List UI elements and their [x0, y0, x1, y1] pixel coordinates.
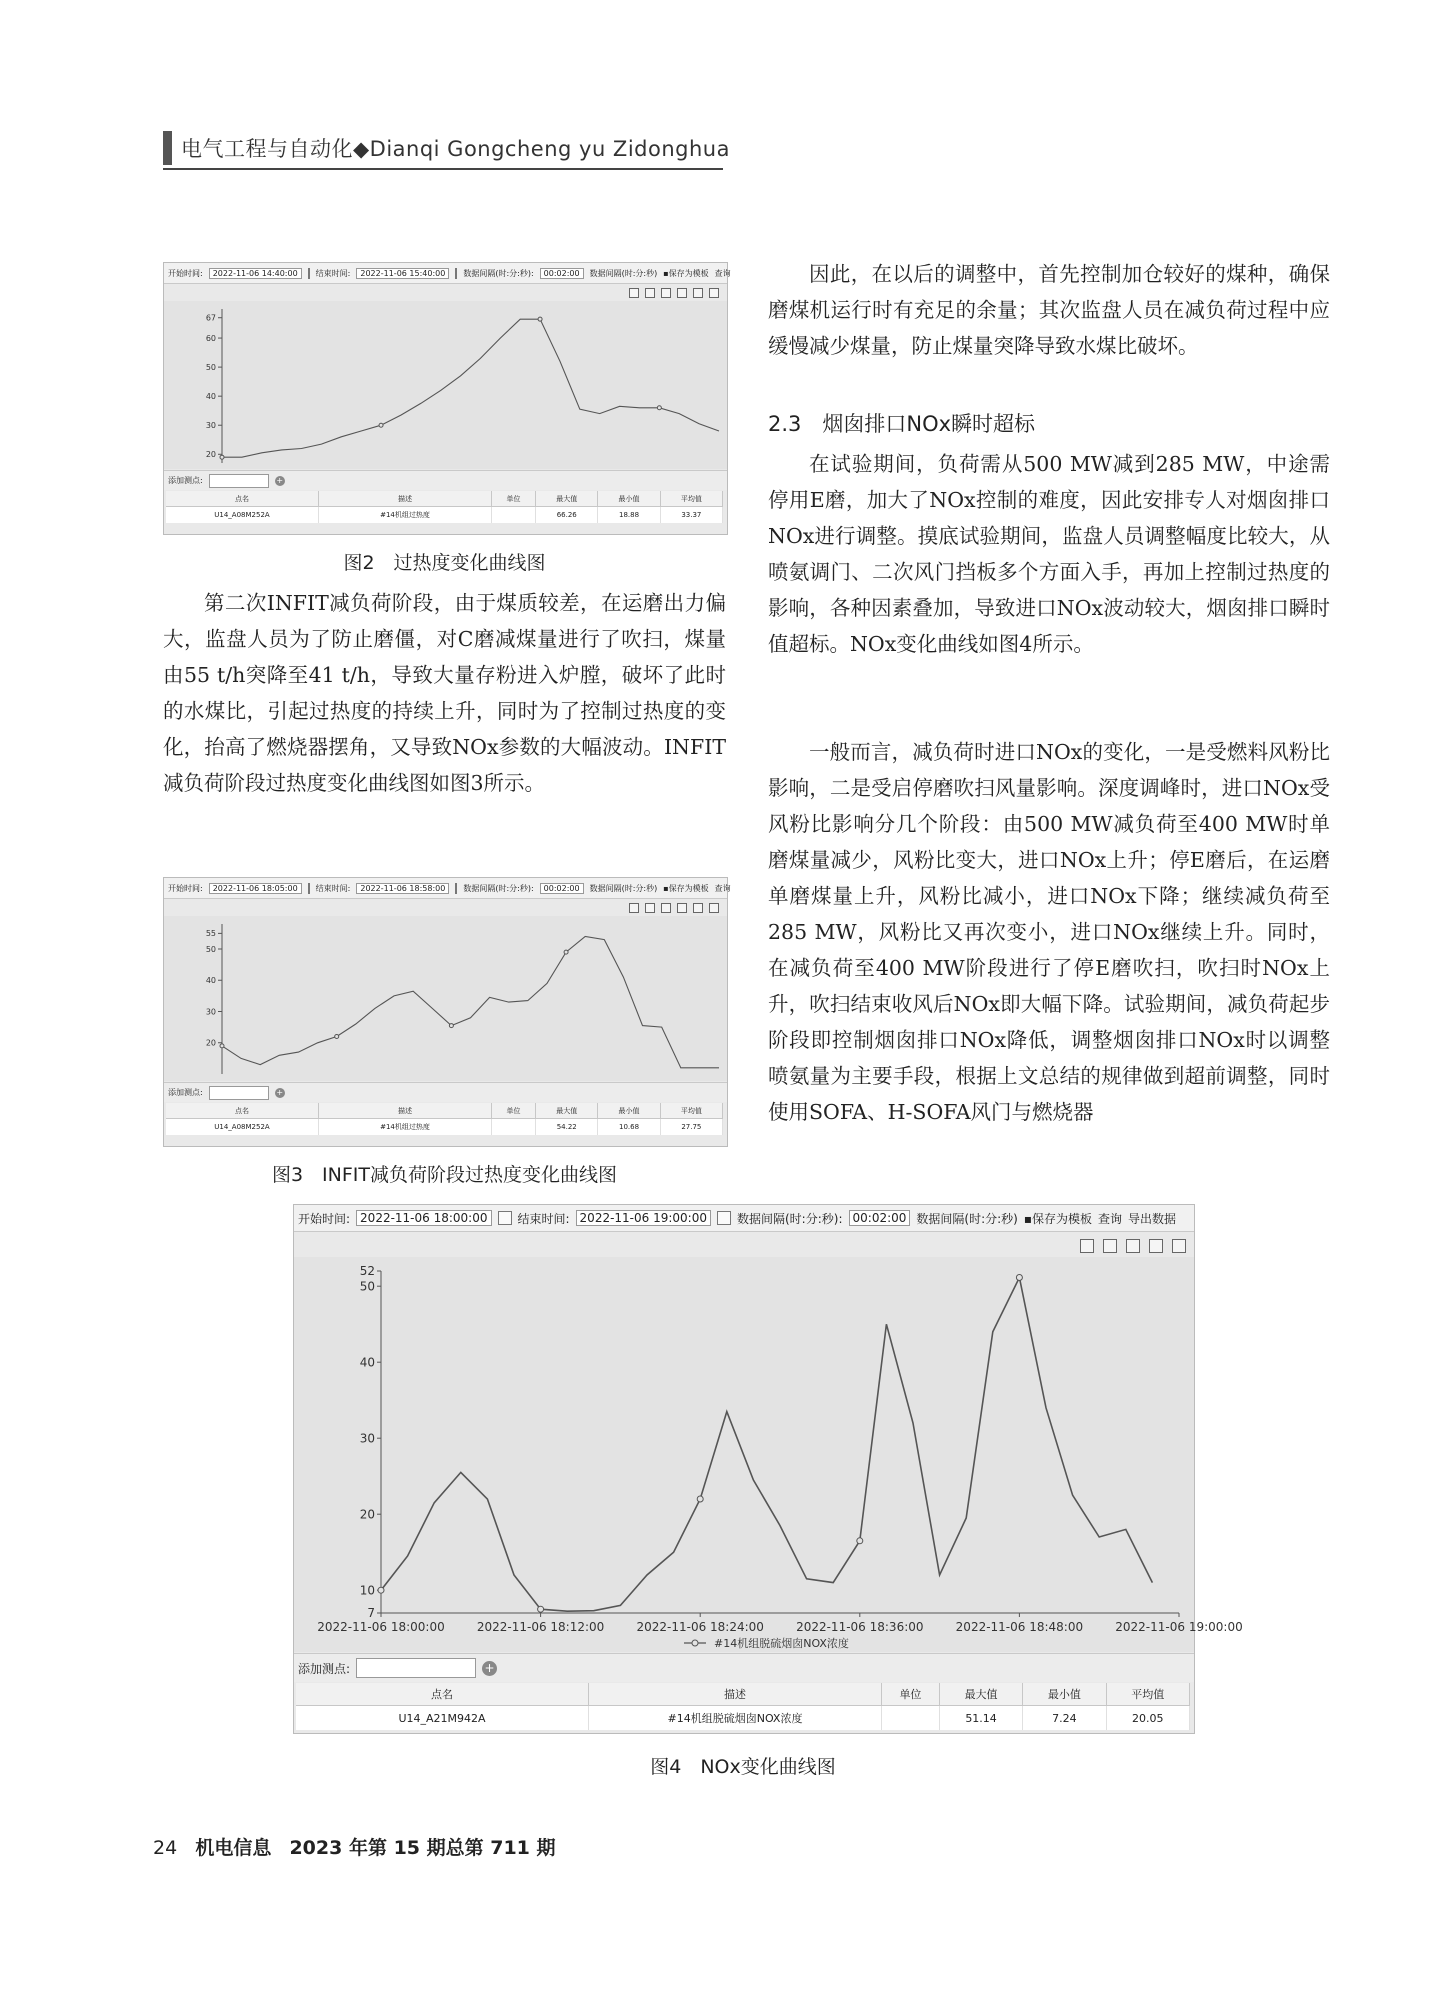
y-tick-label: 30 [359, 1431, 375, 1446]
fig2-points-table [166, 491, 723, 523]
y-tick-label: 30 [205, 1007, 216, 1017]
interval-label: 数据间隔(时:分:秒): [463, 268, 534, 278]
legend-marker [692, 1640, 698, 1646]
table-row[interactable] [296, 1706, 1190, 1731]
page-number: 24 [153, 1837, 178, 1859]
figure-3-caption: 图3 INFIT减负荷阶段过热度变化曲线图 [271, 1164, 618, 1186]
calendar-icon[interactable] [455, 883, 457, 894]
interval-unit-label[interactable]: 数据间隔(时:分:秒) [589, 883, 658, 893]
add-point-input[interactable] [209, 474, 269, 488]
interval-label: 数据间隔(时:分:秒): [463, 883, 534, 893]
save-template-button[interactable]: ▪保存为模板 [663, 268, 709, 278]
start-time-label: 开始时间: [298, 1211, 351, 1226]
save-template-label: 保存为模板 [668, 268, 709, 278]
data-point-marker [857, 1538, 863, 1544]
cell-description: #14机组脱硫烟囱NOX浓度 [589, 1706, 882, 1731]
add-point-input[interactable] [209, 1086, 269, 1100]
y-tick-label: 10 [359, 1583, 375, 1598]
body-text: 因此，在以后的调整中，首先控制加仓较好的煤种，确保磨煤机运行时有充足的余量；其次监盘人员在减负荷过程中应缓慢减少煤量，防止煤量突降导致水煤比破坏。 [768, 262, 1330, 358]
interval-unit-label[interactable]: 数据间隔(时:分:秒) [589, 268, 658, 278]
fig4-toolbar [294, 1205, 1194, 1232]
legend-label: #14机组脱硫烟囱NOX浓度 [714, 1637, 849, 1650]
cell-point-name: U14_A21M942A [296, 1706, 589, 1731]
start-time-label: 开始时间: [168, 883, 203, 893]
chart-tool-icons [1080, 1239, 1186, 1253]
query-button[interactable]: 查询 [1098, 1211, 1123, 1226]
reset-icon[interactable] [645, 288, 655, 298]
start-time-field[interactable]: 2022-11-06 18:05:00 [209, 883, 302, 894]
fig2-line-chart [164, 301, 727, 469]
export-data-button[interactable]: 导出数据 [1128, 1211, 1177, 1226]
col-description: 描述 [319, 1103, 492, 1119]
body-text: 一般而言，减负荷时进口NOx的变化，一是受燃料风粉比影响，二是受启停磨吹扫风量影响。深度调峰时，进口NOx受风粉比影响分几个阶段：由500 MW减负荷至400 MW时单磨煤量减少，风粉比变大，进口NOx上升；停E磨后，在运磨单磨煤量上升，风粉比减小，进口NOx下降；继续减负荷至285 MW，风粉比又再次变小，进口NOx继续上升。同时，在减负荷至400 MW阶段进行了停E磨吹扫，吹扫时NOx上升，吹扫结束收风后NOx即大幅下降。试验期间，减负荷起步阶段即控制烟囱排口NOx降低，调整烟囱排口NOx时以调整喷氨量为主要手段，根据上文总结的规律做到超前调整，同时使用SOFA、H-SOFA风门与燃烧器 [768, 740, 1330, 1124]
data-point-marker [379, 423, 383, 427]
y-tick-label: 50 [359, 1279, 375, 1294]
cell-avg: 33.37 [660, 507, 722, 524]
y-tick-label: 20 [205, 1038, 216, 1048]
cell-max: 54.22 [536, 1119, 598, 1136]
fig4-points-table [296, 1683, 1190, 1730]
fig2-plot-area [164, 301, 727, 469]
start-time-label: 开始时间: [168, 268, 203, 278]
document-icon[interactable] [661, 288, 671, 298]
y-tick-label: 67 [205, 313, 216, 323]
cell-max: 51.14 [939, 1706, 1022, 1731]
interval-field[interactable]: 00:02:00 [849, 1210, 911, 1226]
calendar-icon[interactable] [308, 883, 310, 894]
add-point-input[interactable] [356, 1658, 476, 1678]
figure-2-caption: 图2 过热度变化曲线图 [343, 552, 546, 574]
col-avg: 平均值 [660, 491, 722, 507]
fig3-line-chart [164, 916, 727, 1081]
fig3-plot-area [164, 916, 727, 1081]
x-tick-label: 2022-11-06 18:48:00 [955, 1620, 1084, 1634]
col-max: 最大值 [536, 491, 598, 507]
end-time-field[interactable]: 2022-11-06 18:58:00 [356, 883, 449, 894]
left-paragraph [163, 585, 726, 801]
journal-title: 电气工程与自动化◆Dianqi Gongcheng yu Zidonghua [181, 137, 730, 161]
fig3-toolbar [164, 878, 731, 899]
cell-min: 10.68 [598, 1119, 660, 1136]
data-point-marker [538, 1606, 544, 1612]
data-point-marker [538, 317, 542, 321]
body-text: 第二次INFIT减负荷阶段，由于煤质较差，在运磨出力偏大，监盘人员为了防止磨僵，对C磨减煤量进行了吹扫，煤量由55 t/h突降至41 t/h，导致大量存粉进入炉膛，破坏了此时的水煤比，引起过热度的持续上升，同时为了控制过热度的变化，抬高了燃烧器摆角，又导致NOx参数的大幅波动。INFIT减负荷阶段过热度变化曲线图如图3所示。 [163, 591, 726, 795]
cell-avg: 20.05 [1106, 1706, 1189, 1731]
layers-icon[interactable] [709, 903, 719, 913]
y-tick-label: 20 [205, 450, 216, 460]
col-description: 描述 [589, 1683, 882, 1706]
calendar-icon[interactable] [498, 1211, 512, 1225]
col-avg: 平均值 [660, 1103, 722, 1119]
figure-4-caption: 图4 NOx变化曲线图 [650, 1756, 836, 1778]
save-template-label: 保存为模板 [668, 883, 709, 893]
interval-unit-label[interactable]: 数据间隔(时:分:秒) [916, 1211, 1018, 1226]
cell-point-name: U14_A08M252A [166, 1119, 319, 1136]
section-heading: 2.3 烟囱排口NOx瞬时超标 [768, 412, 1036, 436]
col-unit: 单位 [492, 1103, 536, 1119]
data-point-marker [378, 1587, 384, 1593]
col-point-name: 点名 [166, 491, 319, 507]
x-tick-label: 2022-11-06 18:24:00 [636, 1620, 764, 1634]
col-description: 描述 [319, 491, 492, 507]
right-paragraph-3 [768, 734, 1330, 1130]
figure-2-screenshot [163, 262, 731, 535]
y-tick-label: 55 [205, 929, 216, 939]
col-unit: 单位 [882, 1683, 940, 1706]
calendar-icon[interactable] [308, 268, 310, 279]
table-header-row [296, 1683, 1190, 1706]
y-tick-label: 7 [367, 1606, 375, 1621]
zoom-icon[interactable] [1080, 1239, 1094, 1253]
data-point-marker [220, 455, 224, 459]
interval-label: 数据间隔(时:分:秒): [737, 1211, 843, 1226]
add-point-label: 添加测点: [168, 1088, 203, 1097]
reset-icon[interactable] [1103, 1239, 1117, 1253]
journal-header [163, 128, 730, 168]
body-text: 在试验期间，负荷需从500 MW减到285 MW，中途需停用E磨，加大了NOx控制的难度，因此安排专人对烟囱排口NOx进行调整。摸底试验期间，监盘人员调整幅度比较大，从喷氨调门、二次风门挡板多个方面入手，再加上控制过热度的影响，各种因素叠加，导致进口NOx波动较大，烟囱排口瞬时值超标。NOx变化曲线如图4所示。 [768, 452, 1330, 656]
y-tick-label: 30 [205, 421, 216, 431]
add-point-label: 添加测点: [168, 476, 203, 485]
interval-field[interactable]: 00:02:00 [540, 883, 584, 894]
header-rule [163, 168, 723, 170]
y-tick-label: 40 [205, 976, 216, 986]
col-unit: 单位 [492, 491, 536, 507]
data-point-marker [564, 950, 568, 954]
data-point-marker [1016, 1275, 1022, 1281]
add-point-row [294, 1653, 1194, 1682]
zoom-icon[interactable] [629, 903, 639, 913]
fig4-plot-area [294, 1257, 1243, 1652]
chart-tool-icons [629, 903, 719, 913]
fig4-line-chart [294, 1257, 1243, 1652]
layers-icon[interactable] [709, 288, 719, 298]
figure-3-screenshot [163, 877, 731, 1147]
series-line [222, 319, 719, 457]
col-min: 最小值 [1023, 1683, 1106, 1706]
add-circle-icon[interactable]: + [276, 475, 284, 485]
calendar-icon[interactable] [717, 1211, 731, 1225]
end-time-label: 结束时间: [315, 268, 351, 278]
query-button[interactable]: 查询 [714, 268, 731, 278]
cell-avg: 27.75 [660, 1119, 722, 1136]
line-chart-icon[interactable] [677, 903, 687, 913]
fig2-toolbar [164, 263, 731, 284]
cell-unit [492, 1119, 536, 1136]
add-point-label: 添加测点: [298, 1661, 351, 1676]
end-time-label: 结束时间: [315, 883, 351, 893]
start-time-field[interactable]: 2022-11-06 18:00:00 [356, 1210, 491, 1226]
y-tick-label: 40 [359, 1355, 375, 1370]
table-header-row [166, 1103, 723, 1119]
x-tick-label: 2022-11-06 19:00:00 [1115, 1620, 1243, 1634]
table-row[interactable] [166, 1119, 723, 1136]
cell-min: 18.88 [598, 507, 660, 524]
figure-4-screenshot [293, 1204, 1243, 1734]
add-point-row [164, 1082, 727, 1102]
footer-issue: 2023 年第 15 期总第 711 期 [289, 1837, 556, 1859]
cell-description: #14机组过热度 [319, 1119, 492, 1136]
col-min: 最小值 [598, 1103, 660, 1119]
end-time-label: 结束时间: [517, 1211, 570, 1226]
data-point-marker [657, 406, 661, 410]
x-tick-label: 2022-11-06 18:00:00 [317, 1620, 445, 1634]
interval-field[interactable]: 00:02:00 [540, 268, 584, 279]
save-template-label: 保存为模板 [1032, 1211, 1093, 1226]
cell-unit [882, 1706, 940, 1731]
y-tick-label: 50 [205, 362, 216, 372]
end-time-field[interactable]: 2022-11-06 15:40:00 [356, 268, 449, 279]
right-paragraph-1 [768, 256, 1330, 364]
y-tick-label: 50 [205, 944, 216, 954]
table-row[interactable] [166, 507, 723, 524]
y-tick-label: 40 [205, 391, 216, 401]
table-header-row [166, 491, 723, 507]
col-avg: 平均值 [1106, 1683, 1189, 1706]
start-time-field[interactable]: 2022-11-06 14:40:00 [209, 268, 302, 279]
bar-chart-icon[interactable] [1172, 1239, 1186, 1253]
col-max: 最大值 [939, 1683, 1022, 1706]
col-max: 最大值 [536, 1103, 598, 1119]
cell-min: 7.24 [1023, 1706, 1106, 1731]
reset-icon[interactable] [645, 903, 655, 913]
col-min: 最小值 [598, 491, 660, 507]
document-icon[interactable] [661, 903, 671, 913]
y-tick-label: 20 [359, 1507, 375, 1522]
chart-tool-icons [629, 288, 719, 298]
add-point-row [164, 470, 727, 490]
bar-chart-icon[interactable] [693, 903, 703, 913]
end-time-field[interactable]: 2022-11-06 19:00:00 [576, 1210, 711, 1226]
x-tick-label: 2022-11-06 18:36:00 [796, 1620, 924, 1634]
document-icon[interactable] [1126, 1239, 1140, 1253]
data-point-marker [697, 1496, 703, 1502]
save-template-button[interactable]: ▪保存为模板 [1023, 1211, 1093, 1226]
cell-point-name: U14_A08M252A [166, 507, 319, 524]
data-point-marker [335, 1035, 339, 1039]
cell-unit [492, 507, 536, 524]
add-circle-icon[interactable]: + [482, 1661, 497, 1676]
data-point-marker [220, 1044, 224, 1048]
line-chart-icon[interactable] [677, 288, 687, 298]
cell-max: 66.26 [536, 507, 598, 524]
series-line [381, 1278, 1152, 1612]
col-point-name: 点名 [296, 1683, 589, 1706]
y-tick-label: 60 [205, 333, 216, 343]
data-point-marker [449, 1024, 453, 1028]
y-tick-label: 52 [359, 1264, 375, 1279]
header-bar [163, 131, 172, 165]
col-point-name: 点名 [166, 1103, 319, 1119]
calendar-icon[interactable] [455, 268, 457, 279]
zoom-icon[interactable] [629, 288, 639, 298]
fig3-points-table [166, 1103, 723, 1135]
query-button[interactable]: 查询 [714, 883, 731, 893]
save-template-button[interactable]: ▪保存为模板 [663, 883, 709, 893]
page-footer [153, 1833, 556, 1860]
line-chart-icon[interactable] [1149, 1239, 1163, 1253]
cell-description: #14机组过热度 [319, 507, 492, 524]
bar-chart-icon[interactable] [693, 288, 703, 298]
x-tick-label: 2022-11-06 18:12:00 [476, 1620, 605, 1634]
series-line [222, 937, 719, 1068]
right-paragraph-2 [768, 446, 1330, 662]
add-circle-icon[interactable]: + [276, 1087, 284, 1097]
footer-journal: 机电信息 [195, 1837, 272, 1859]
